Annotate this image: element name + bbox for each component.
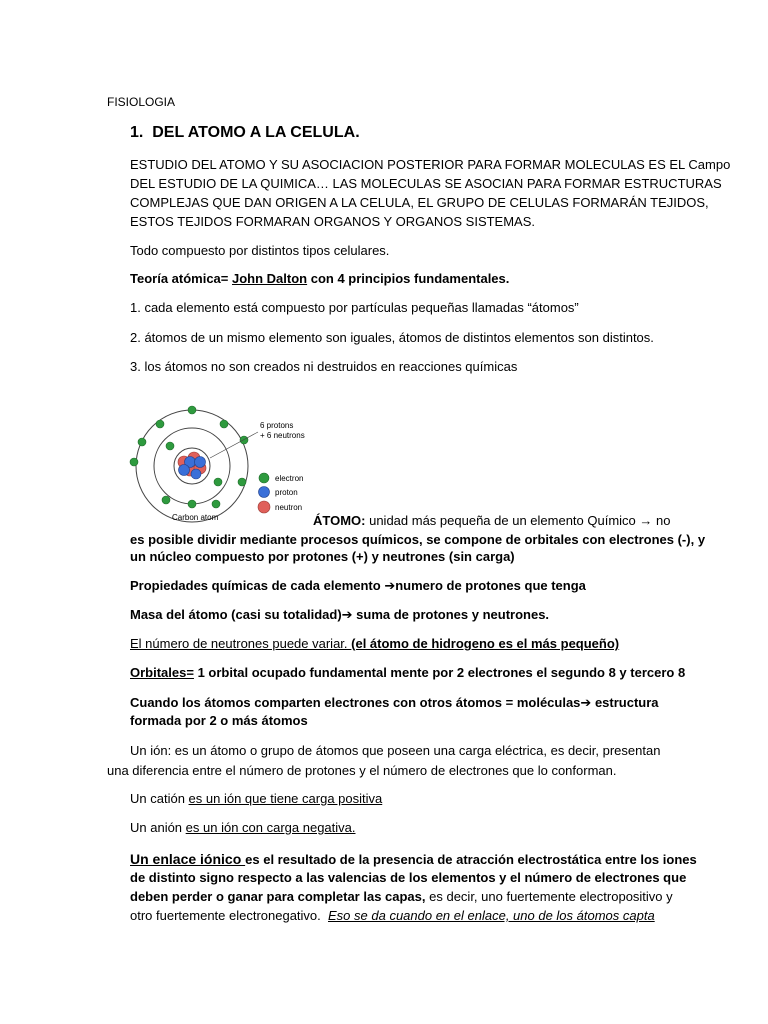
properties-text: Propiedades químicas de cada elemento xyxy=(130,578,385,593)
section-number: 1. xyxy=(130,124,144,141)
atom-def-text: unidad más pequeña de un elemento Químico xyxy=(365,513,640,528)
ionic-line-2: de distinto signo respecto a las valencias de los elementos y el número de electrones que xyxy=(130,870,687,885)
figure-caption: Carbon atom xyxy=(172,513,219,522)
atom-def-end: no xyxy=(652,513,671,528)
arrow-icon: ➔ xyxy=(384,578,396,593)
carbon-atom-figure xyxy=(120,396,320,524)
mass-text: Masa del átomo (casi su totalidad) xyxy=(130,607,342,622)
theory-author: John Dalton xyxy=(232,271,308,286)
atom-def-line-3: un núcleo compuesto por protones (+) y neutrones (sin carga) xyxy=(130,549,515,564)
intro-line-4: ESTOS TEJIDOS FORMARAN ORGANOS Y ORGANOS SISTEMAS. xyxy=(130,214,536,229)
ionic-text-3a: deben perder o ganar para completar las capas, xyxy=(130,889,426,904)
neutrons-text: El número de neutrones puede variar. xyxy=(130,636,352,651)
ion-line-2: una diferencia entre el número de protones y el número de electrones que lo conforman. xyxy=(107,763,617,778)
anion-def: es un ión con carga negativa. xyxy=(185,820,356,835)
cation-label: Un catión xyxy=(130,791,189,806)
legend-proton-swatch xyxy=(259,487,270,498)
legend-proton-label: proton xyxy=(275,488,298,497)
nucleus xyxy=(178,452,206,479)
orbitals-text: 1 orbital ocupado fundamental mente por 2 electrones el segundo 8 y tercero 8 xyxy=(193,665,686,680)
arrow-icon: ➔ xyxy=(580,695,592,710)
anion-line xyxy=(130,819,356,837)
mass-line xyxy=(130,606,549,624)
share-line-2: formada por 2 o más átomos xyxy=(130,713,308,728)
arrow-icon: → xyxy=(639,513,653,528)
nucleus-label-2: + 6 neutrons xyxy=(260,431,305,440)
arrow-icon: ➔ xyxy=(341,607,353,622)
atom-def-line-2: es posible dividir mediante procesos químicos, se compone de orbitales con electrones (-), y xyxy=(130,532,706,547)
mass-tail: suma de protones y neutrones. xyxy=(352,607,550,622)
orbitals-line xyxy=(130,664,685,682)
ionic-text-1: es el resultado de la presencia de atracción electrostática entre los iones xyxy=(245,852,697,867)
theory-suffix: con 4 principios fundamentales. xyxy=(307,271,510,286)
theory-prefix: Teoría atómica= xyxy=(130,271,232,286)
intro-line-1: ESTUDIO DEL ATOMO Y SU ASOCIACION POSTERIOR PARA FORMAR MOLECULAS ES EL Campo xyxy=(130,157,731,172)
ionic-line-4 xyxy=(130,907,655,925)
principle-3: 3. los átomos no son creados ni destruidos en reacciones químicas xyxy=(130,359,518,374)
neutrons-line xyxy=(130,635,619,653)
legend-neutron-swatch xyxy=(258,501,270,513)
atomic-theory-line xyxy=(130,270,509,288)
ionic-text-4b: Eso se da cuando en el enlace, uno de los átomos capta xyxy=(328,908,655,923)
ionic-label: Un enlace iónico xyxy=(130,851,246,867)
cation-def: es un ión que tiene carga positiva xyxy=(188,791,383,806)
intro-line-2: DEL ESTUDIO DE LA QUIMICA… LAS MOLECULAS SE ASOCIAN PARA FORMAR ESTRUCTURAS xyxy=(130,176,722,191)
anion-label: Un anión xyxy=(130,820,186,835)
ionic-line-1 xyxy=(130,850,697,869)
principle-1: 1. cada elemento está compuesto por partículas pequeñas llamadas “átomos” xyxy=(130,300,579,315)
ionic-text-3b: es decir, uno fuertemente electropositivo y xyxy=(425,889,673,904)
legend-electron-swatch xyxy=(259,473,269,483)
intro-line-3: COMPLEJAS QUE DAN ORIGEN A LA CELULA, EL GRUPO DE CELULAS FORMARÁN TEJIDOS, xyxy=(130,195,709,210)
principle-2: 2. átomos de un mismo elemento son iguales, átomos de distintos elementos son distintos. xyxy=(130,330,654,345)
ionic-line-3 xyxy=(130,888,673,906)
share-text: Cuando los átomos comparten electrones con otros átomos = moléculas xyxy=(130,695,581,710)
section-title: DEL ATOMO A LA CELULA. xyxy=(152,124,360,141)
legend-neutron-label: neutron xyxy=(275,503,303,512)
nucleus-label-1: 6 protons xyxy=(260,421,294,430)
section-heading xyxy=(130,124,360,142)
properties-line xyxy=(130,577,586,595)
atom-def-label: ÁTOMO: xyxy=(313,513,366,528)
cation-line xyxy=(130,790,382,808)
atom-def-line-1 xyxy=(313,512,670,530)
neutrons-note: (el átomo de hidrogeno es el más pequeño) xyxy=(351,636,620,651)
legend-electron-label: electron xyxy=(275,474,304,483)
ion-line-1: Un ión: es un átomo o grupo de átomos que poseen una carga eléctrica, es decir, presentan xyxy=(130,743,661,758)
share-line-1 xyxy=(130,694,659,712)
ionic-text-4a: otro fuertemente electronegativo. xyxy=(130,908,321,923)
share-tail: estructura xyxy=(591,695,659,710)
orbitals-label: Orbitales= xyxy=(130,665,194,680)
document-header: FISIOLOGIA xyxy=(107,95,176,109)
nucleus-pointer xyxy=(210,432,258,458)
properties-tail: numero de protones que tenga xyxy=(395,578,586,593)
compound-text: Todo compuesto por distintos tipos celulares. xyxy=(130,243,390,258)
